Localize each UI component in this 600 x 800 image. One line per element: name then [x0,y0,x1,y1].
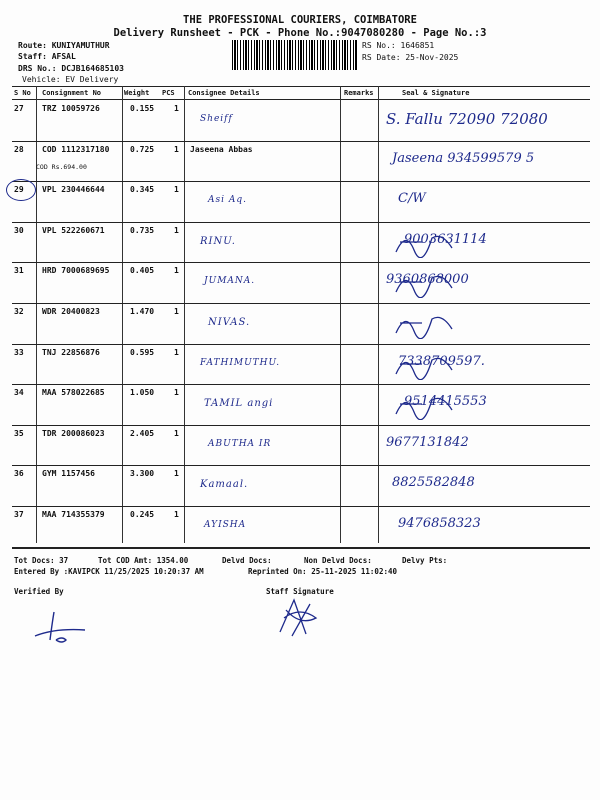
non-delivered-docs: Non Delvd Docs: [304,556,372,565]
col-consignment: Consignment No [42,89,102,97]
row-sno: 35 [14,428,24,438]
row-pcs: 1 [174,428,179,438]
row-sno: 36 [14,469,24,479]
row-handwritten-signature: 9476858323 [398,516,481,531]
row-consignment-no: VPL 230446644 [42,185,105,195]
row-handwritten-signature: S. Fallu 72090 72080 [386,110,548,128]
staff-signature-label: Staff Signature [266,587,334,596]
row-separator [12,222,590,223]
row-handwritten-name: FATHIMUTHU. [200,357,281,368]
row-pcs: 1 [174,266,179,276]
verifier-signature [30,600,90,646]
signature-scribble [392,228,462,258]
rs-number: RS No.: 1646851 [362,41,435,50]
row-handwritten-signature: 8825582848 [392,475,475,491]
route-label: Route: KUNIYAMUTHUR [18,41,110,50]
signature-scribble [392,309,462,339]
row-handwritten-signature: 9003631114 [404,231,487,247]
document-title: THE PROFESSIONAL COURIERS, COIMBATORE [183,14,417,26]
verified-by-label: Verified By [14,587,64,596]
signature-scribble [392,268,462,298]
row-pcs: 1 [174,510,179,519]
row-consignment-no: GYM 1157456 [42,469,95,479]
col-pcs: PCS [162,89,175,97]
row-weight: 0.245 [130,510,155,519]
row-separator [12,506,590,507]
row-consignee: Jaseena Abbas [190,144,253,154]
row-handwritten-name: NIVAS. [208,317,251,328]
row-weight: 0.155 [130,104,155,113]
row-consignment-no: TDR 200086023 [42,428,105,438]
row-weight: 0.735 [130,225,155,235]
row-weight: 1.470 [130,307,155,316]
row-consignment-no: MAA 578022685 [42,388,105,398]
row-pcs: 1 [174,347,179,357]
row-sno: 34 [14,388,24,398]
row-sno: 30 [14,225,24,235]
total-cod: Tot COD Amt: 1354.00 [98,556,189,565]
row-pcs: 1 [174,104,179,113]
drs-number: DRS No.: DCJB164685103 [18,64,124,73]
row-handwritten-name: AYISHA [204,520,247,530]
row-handwritten-signature: 7338709597. [398,353,485,369]
row-handwritten-signature: Jaseena 934599579 5 [392,150,535,166]
col-consignee: Consignee Details [188,89,260,97]
row-weight: 0.725 [130,144,155,154]
row-handwritten-name: RINU. [200,235,236,247]
row-handwritten-signature: 9360868000 [386,272,469,288]
row-sno: 29 [14,185,24,195]
row-separator [12,384,590,385]
row-separator [12,181,590,182]
barcode [232,40,358,70]
delivered-docs: Delvd Docs: [222,556,272,565]
row-handwritten-name: TAMIL angi [204,398,274,410]
staff-signature [270,596,330,640]
row-handwritten-name: JUMANA. [204,276,256,287]
header-top-rule [12,86,590,87]
row-separator [12,425,590,426]
divider-remarks [378,86,379,543]
row-weight: 2.405 [130,428,155,438]
col-remarks: Remarks [344,89,374,97]
rs-date: RS Date: 25-Nov-2025 [362,53,459,62]
row-handwritten-name: Asi Aq. [208,195,247,206]
signature-scribble [392,350,462,380]
row-consignment-no: TNJ 22856876 [42,347,100,357]
col-seal: Seal & Signature [402,89,470,97]
header-bottom-rule [12,99,590,100]
row-weight: 1.050 [130,388,155,398]
row-cod-amount: COD Rs.694.00 [36,162,87,171]
row-handwritten-name: ABUTHA IR [208,438,272,449]
row-consignment-no: TRZ 10059726 [42,104,100,113]
col-weight: Weight [124,89,150,97]
row-handwritten-signature: 9514415553 [404,394,487,410]
staff-label: Staff: AFSAL [18,52,76,61]
row-sno: 32 [14,307,24,316]
row-consignment-no: MAA 714355379 [42,510,105,519]
col-sno: S No [14,89,31,97]
divider-sno [36,86,37,543]
row-weight: 0.405 [130,266,155,276]
divider-consignee [340,86,341,543]
row-pcs: 1 [174,388,179,398]
row-consignment-no: VPL 522260671 [42,225,105,235]
row-weight: 3.300 [130,469,155,479]
row-separator [12,262,590,263]
row-handwritten-signature: 9677131842 [386,434,469,450]
row-weight: 0.345 [130,185,155,195]
row-handwritten-signature: C/W [398,191,426,207]
row-consignment-no: HRD 7000689695 [42,266,110,276]
circled-row-mark [6,179,36,201]
row-pcs: 1 [174,225,179,235]
signature-scribble [392,390,462,420]
row-sno: 37 [14,510,24,519]
row-sno: 28 [14,144,24,154]
row-pcs: 1 [174,469,179,479]
row-separator [12,465,590,466]
divider-cons [122,86,123,543]
row-separator [12,141,590,142]
row-consignment-no: COD 1112317180 [42,144,110,154]
row-pcs: 1 [174,307,179,316]
document-subtitle: Delivery Runsheet - PCK - Phone No.:9047080280 - Page No.:3 [113,27,487,39]
row-weight: 0.595 [130,347,155,357]
row-consignment-no: WDR 20400823 [42,307,100,316]
row-pcs: 1 [174,185,179,195]
total-docs: Tot Docs: 37 [14,556,69,565]
entered-by: Entered By :KAVIPCK 11/25/2025 10:20:37 AM [14,567,204,576]
row-sno: 33 [14,347,24,357]
row-separator [12,344,590,345]
row-sno: 27 [14,104,24,113]
footer-top-rule [12,548,590,549]
row-sno: 31 [14,266,24,276]
row-handwritten-name: Sheiff [200,114,233,124]
row-separator [12,303,590,304]
reprinted-on: Reprinted On: 25-11-2025 11:02:40 [248,567,398,576]
divider-pcs [184,86,185,543]
delivery-points: Delvy Pts: [402,556,448,565]
row-pcs: 1 [174,144,179,154]
row-handwritten-name: Kamaal. [200,479,249,491]
vehicle-label: Vehicle: EV Delivery [22,75,119,84]
